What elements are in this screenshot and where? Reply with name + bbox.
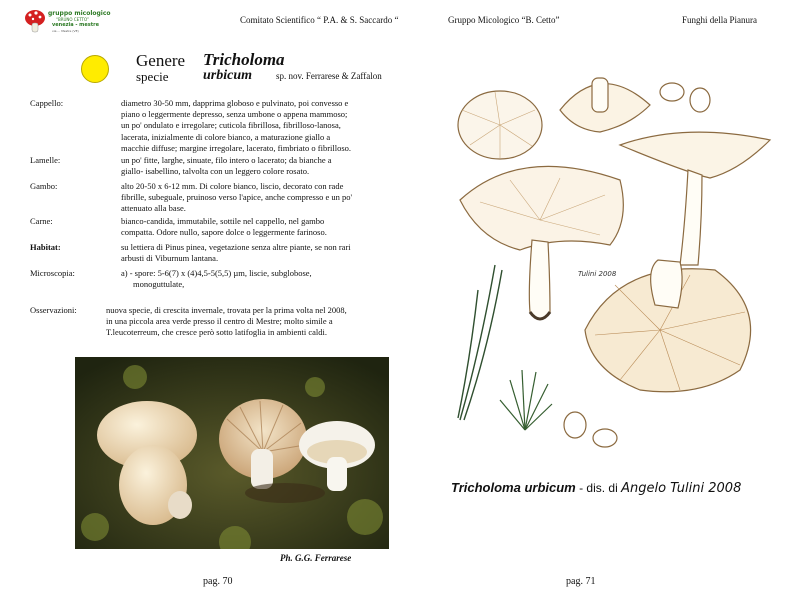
section-text	[121, 268, 386, 290]
page-number-right: pag. 71	[566, 576, 596, 587]
section-label: Cappello:	[30, 98, 64, 108]
section-line: macchie diffuse; margine irregolare, lacerato, fimbriato o fibrilloso.	[121, 142, 352, 153]
section-text	[121, 98, 386, 154]
plate-caption	[451, 480, 741, 496]
section-line: giallo- isabellino, talvolta con un leggero colore rosato.	[121, 166, 310, 177]
section-text	[121, 216, 386, 238]
caption-author: Angelo Tulini 2008	[621, 481, 742, 496]
section-line: monoguttulate,	[133, 279, 185, 290]
section-text	[106, 305, 392, 339]
specie-authority: sp. nov. Ferrarese & Zaffalon	[276, 71, 382, 81]
logo-line-2: “BRUNO CETTO”	[56, 17, 90, 22]
logo-line-1: gruppo micologico	[48, 10, 111, 17]
logo	[24, 6, 144, 38]
section-line: arbusti di Viburnum lantana.	[121, 253, 219, 264]
photo-caption: Ph. G.G. Ferrarese	[280, 553, 352, 563]
section-line: un po' ondulato e irregolare; cuticola fibrillosa, fibrilloso-lanosa,	[121, 120, 341, 131]
mushroom-illustration-plate	[440, 50, 790, 470]
mushroom-photo-image	[75, 357, 389, 549]
section-label: Carne:	[30, 216, 53, 226]
genere-value: Tricholoma	[203, 50, 285, 69]
section-label: Osservazioni:	[30, 305, 77, 315]
section-line: in una piccola area verde presso il centro di Mestre; molto simile a	[106, 316, 333, 327]
logo-line-3: venezia - mestre	[52, 22, 99, 28]
specie-value: urbicum	[203, 68, 253, 83]
section-label: Gambo:	[30, 181, 58, 191]
section-line: alto 20-50 x 6-12 mm. Di colore bianco, liscio, decorato con rade	[121, 181, 344, 191]
section-label: Habitat:	[30, 242, 61, 252]
specie-label: specie	[136, 69, 169, 84]
section-line: lacerata, inizialmente di colore bianco, a maturazione giallo a	[121, 131, 331, 142]
logo-line-4: via ... Mestre (VE)	[52, 29, 79, 33]
section-line: nuova specie, di crescita invernale, trovata per la prima volta nel 2008,	[106, 305, 347, 315]
section-label: Lamelle:	[30, 155, 61, 165]
section-text	[121, 242, 386, 264]
section-line: compatta. Odore nullo, sapore dolce o leggermente farinoso.	[121, 227, 327, 238]
section-text	[121, 181, 386, 215]
section-line: piano o leggermente depresso, senza umbone o appena mammoso;	[121, 109, 348, 120]
plate-signature: Tulini 2008	[578, 270, 617, 278]
header-committee: Comitato Scientifico “ P.A. & S. Saccardo “	[240, 15, 399, 25]
mushroom-logo-icon	[24, 8, 46, 34]
section-line: bianco-candida, immutabile, sottile nel cappello, nel gambo	[121, 216, 325, 226]
section-line: un po' fitte, larghe, sinuate, filo intero o lacerato; da bianche a	[121, 155, 332, 165]
section-line: diametro 30-50 mm, dapprima globoso e pulvinato, poi convesso e	[121, 98, 349, 108]
caption-dis: - dis. di	[575, 481, 622, 495]
species-color-dot	[81, 55, 109, 83]
section-line: attenuato alla base.	[121, 203, 186, 214]
section-line: a) - spore: 5-6(7) x (4)4,5-5(5,5) µm, liscie, subglobose,	[121, 268, 312, 278]
caption-species: Tricholoma urbicum	[451, 480, 576, 495]
header-group: Gruppo Micologico “B. Cetto”	[448, 15, 560, 25]
genere-label: Genere	[136, 51, 186, 70]
section-label: Microscopia:	[30, 268, 75, 278]
section-text	[121, 155, 386, 177]
section-line: fibrille, subeguale, pruinoso verso l'apice, anche compresso e un po'	[121, 192, 353, 203]
header-series: Funghi della Pianura	[682, 15, 757, 25]
section-line: su lettiera di Pinus pinea, vegetazione senza altre piante, se non rari	[121, 242, 351, 252]
section-line: T.leucoterreum, che cresce però sotto latifoglia in ambienti caldi.	[106, 327, 327, 338]
mushroom-photo	[75, 357, 389, 549]
page-number-left: pag. 70	[203, 576, 233, 587]
